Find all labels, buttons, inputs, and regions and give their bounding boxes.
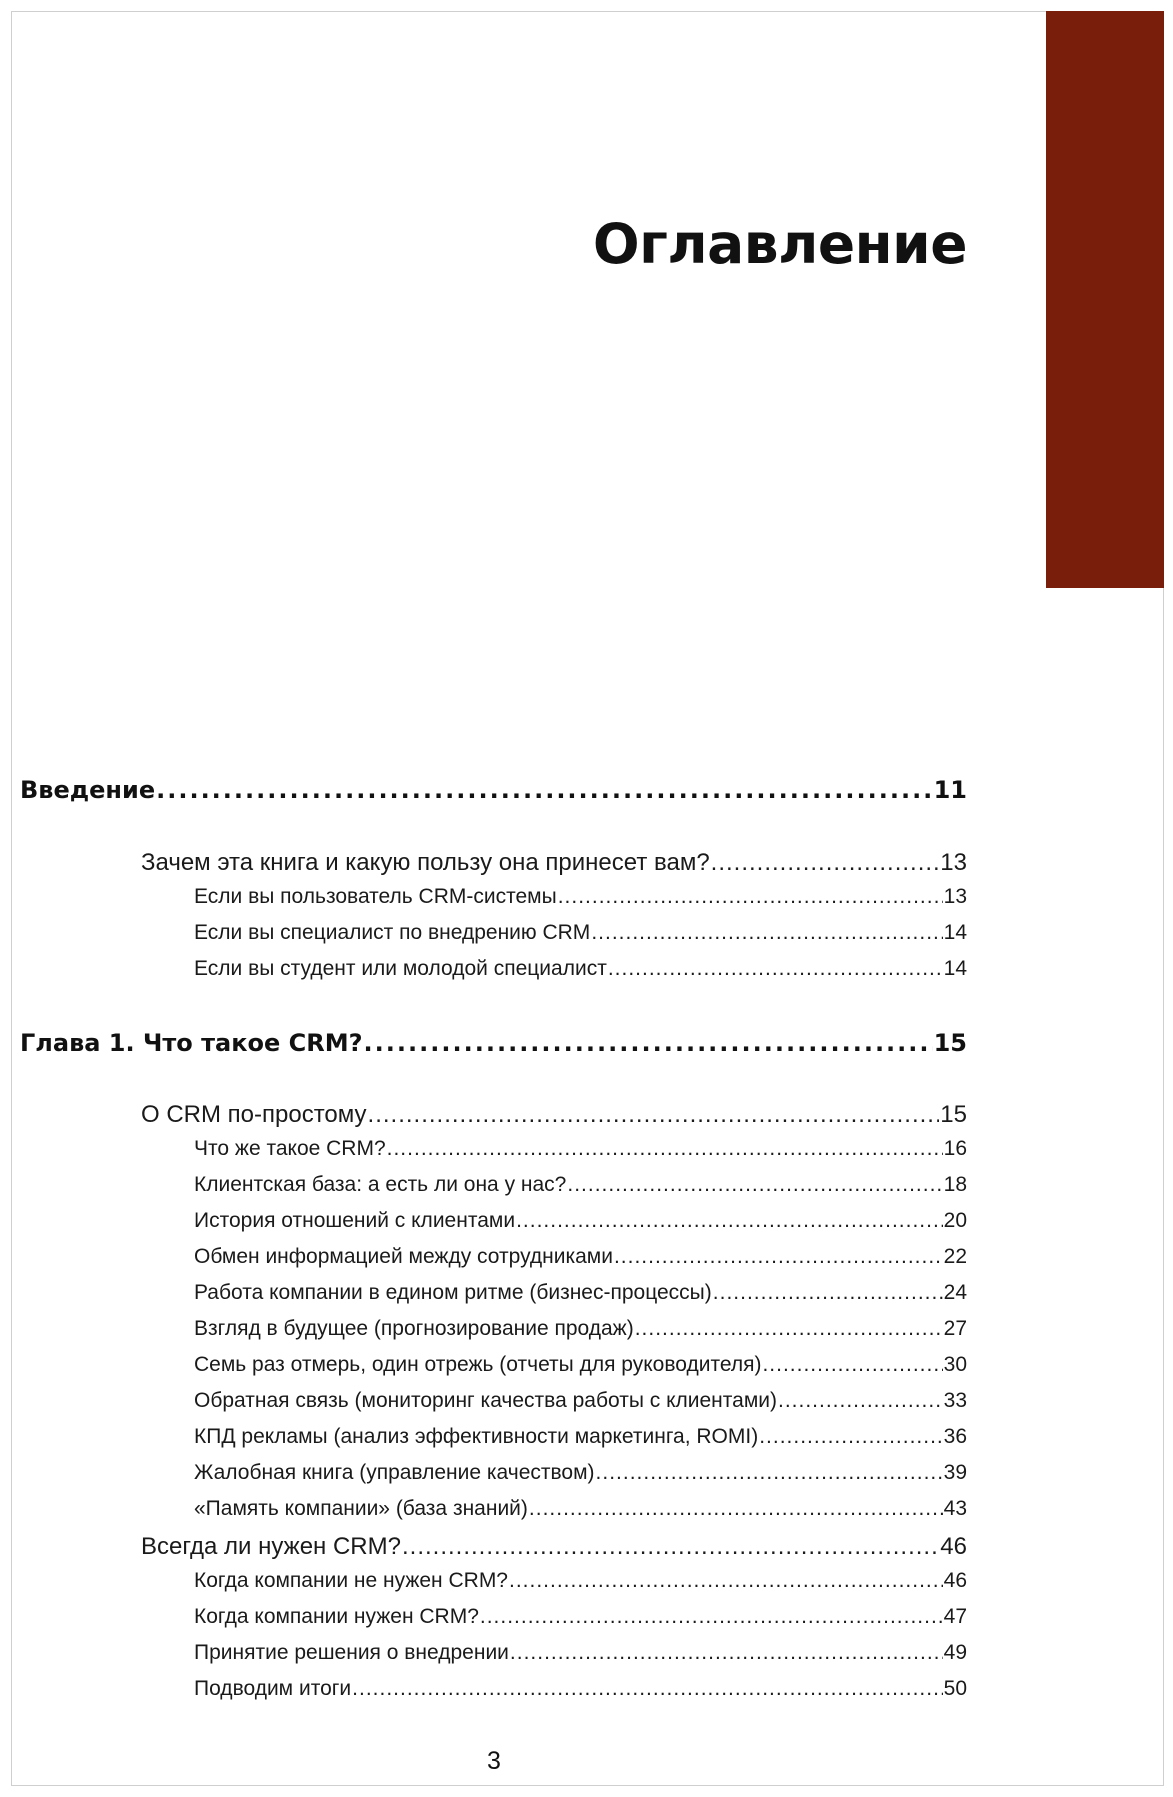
toc-entry-title: Взгляд в будущее (прогнозирование продаж) [194,1317,634,1340]
toc-entry-title: «Память компании» (база знаний) [194,1497,528,1520]
dot-leader [778,1389,943,1413]
toc-entry-title: Что же такое CRM? [194,1137,386,1160]
dot-leader [352,1677,942,1701]
dot-leader [711,849,940,877]
toc-entry-title: Клиентская база: а есть ли она у нас? [194,1173,567,1196]
toc-page-number: 24 [943,1281,967,1304]
toc-page-number: 30 [943,1353,967,1376]
toc-page-number: 18 [943,1173,967,1196]
dot-leader [364,1029,933,1057]
toc-entry-title: Глава 1. Что такое CRM? [20,1029,363,1057]
toc-entry-title: Когда компании нужен CRM? [194,1605,479,1628]
toc-subsection-entry[interactable] [194,1497,967,1521]
toc-subsection-entry[interactable] [194,921,967,945]
toc-page-number: 47 [943,1605,967,1628]
toc-subsection-entry[interactable] [194,1677,967,1701]
dot-leader [635,1317,943,1341]
toc-section-entry[interactable] [141,1533,967,1561]
dot-leader [516,1209,943,1233]
toc-page-number: 15 [933,1029,967,1057]
toc-entry-title: О CRM по-простому [141,1101,367,1128]
toc-page-number: 14 [943,957,967,980]
toc-page-number: 13 [940,849,967,876]
toc-subsection-entry[interactable] [194,1209,967,1233]
toc-subsection-entry[interactable] [194,957,967,981]
toc-subsection-entry[interactable] [194,1353,967,1377]
toc-subsection-entry[interactable] [194,1281,967,1305]
toc-page-number: 46 [943,1569,967,1592]
toc-subsection-entry[interactable] [194,1389,967,1413]
dot-leader [509,1569,943,1593]
dot-leader [368,1101,940,1129]
toc-subsection-entry[interactable] [194,1173,967,1197]
toc-page-number: 33 [943,1389,967,1412]
dot-leader [156,776,933,804]
toc-entry-title: Всегда ли нужен CRM? [141,1533,401,1560]
toc-entry-title: Введение [20,776,156,804]
toc-entry-title: Если вы студент или молодой специалист [194,957,607,980]
toc-section-entry[interactable] [141,1101,967,1129]
toc-page-number: 16 [943,1137,967,1160]
dot-leader [591,921,942,945]
toc-chapter-entry[interactable] [20,1029,967,1057]
toc-page-number: 14 [943,921,967,944]
toc-section-entry[interactable] [141,849,967,877]
toc-entry-title: Обратная связь (мониторинг качества работы с клиентами) [194,1389,777,1412]
dot-leader [596,1461,943,1485]
toc-entry-title: История отношений с клиентами [194,1209,516,1232]
toc-page-number: 22 [943,1245,967,1268]
dot-leader [480,1605,943,1629]
dot-leader [402,1533,939,1561]
dot-leader [529,1497,943,1521]
toc-subsection-entry[interactable] [194,1317,967,1341]
dot-leader [558,885,943,909]
dot-leader [614,1245,943,1269]
toc-page-number: 11 [933,776,967,804]
dot-leader [713,1281,943,1305]
toc-page-number: 39 [943,1461,967,1484]
toc-subsection-entry[interactable] [194,1605,967,1629]
page-title: Оглавление [592,212,967,276]
toc-page-number: 20 [943,1209,967,1232]
toc-page-number: 43 [943,1497,967,1520]
toc-subsection-entry[interactable] [194,1137,967,1161]
toc-chapter-entry[interactable] [20,776,967,804]
toc-page-number: 49 [943,1641,967,1664]
toc-subsection-entry[interactable] [194,1569,967,1593]
toc-entry-title: Семь раз отмерь, один отрежь (отчеты для руководителя) [194,1353,762,1376]
dot-leader [387,1137,943,1161]
toc-page-number: 50 [943,1677,967,1700]
toc-entry-title: Обмен информацией между сотрудниками [194,1245,613,1268]
toc-page-number: 36 [943,1425,967,1448]
dot-leader [510,1641,943,1665]
toc-page-number: 27 [943,1317,967,1340]
toc-subsection-entry[interactable] [194,1641,967,1665]
toc-entry-title: Жалобная книга (управление качеством) [194,1461,595,1484]
toc-entry-title: Работа компании в едином ритме (бизнес-процессы) [194,1281,712,1304]
dot-leader [759,1425,942,1449]
toc-page-number: 13 [943,885,967,908]
toc-entry-title: Если вы пользователь CRM-системы [194,885,557,908]
toc-entry-title: Подводим итоги [194,1677,352,1700]
toc-entry-title: Если вы специалист по внедрению CRM [194,921,591,944]
accent-bar [1046,11,1164,588]
dot-leader [608,957,943,981]
toc-entry-title: Принятие решения о внедрении [194,1641,509,1664]
toc-subsection-entry[interactable] [194,1245,967,1269]
toc-entry-title: Зачем эта книга и какую пользу она принесет вам? [141,849,710,876]
toc-subsection-entry[interactable] [194,1461,967,1485]
toc-page-number: 46 [940,1533,967,1560]
dot-leader [762,1353,942,1377]
toc-subsection-entry[interactable] [194,885,967,909]
page-number: 3 [487,1747,501,1775]
toc-page-number: 15 [940,1101,967,1128]
dot-leader [567,1173,942,1197]
toc-entry-title: Когда компании не нужен CRM? [194,1569,508,1592]
toc-subsection-entry[interactable] [194,1425,967,1449]
toc-entry-title: КПД рекламы (анализ эффективности маркетинга, ROMI) [194,1425,759,1448]
